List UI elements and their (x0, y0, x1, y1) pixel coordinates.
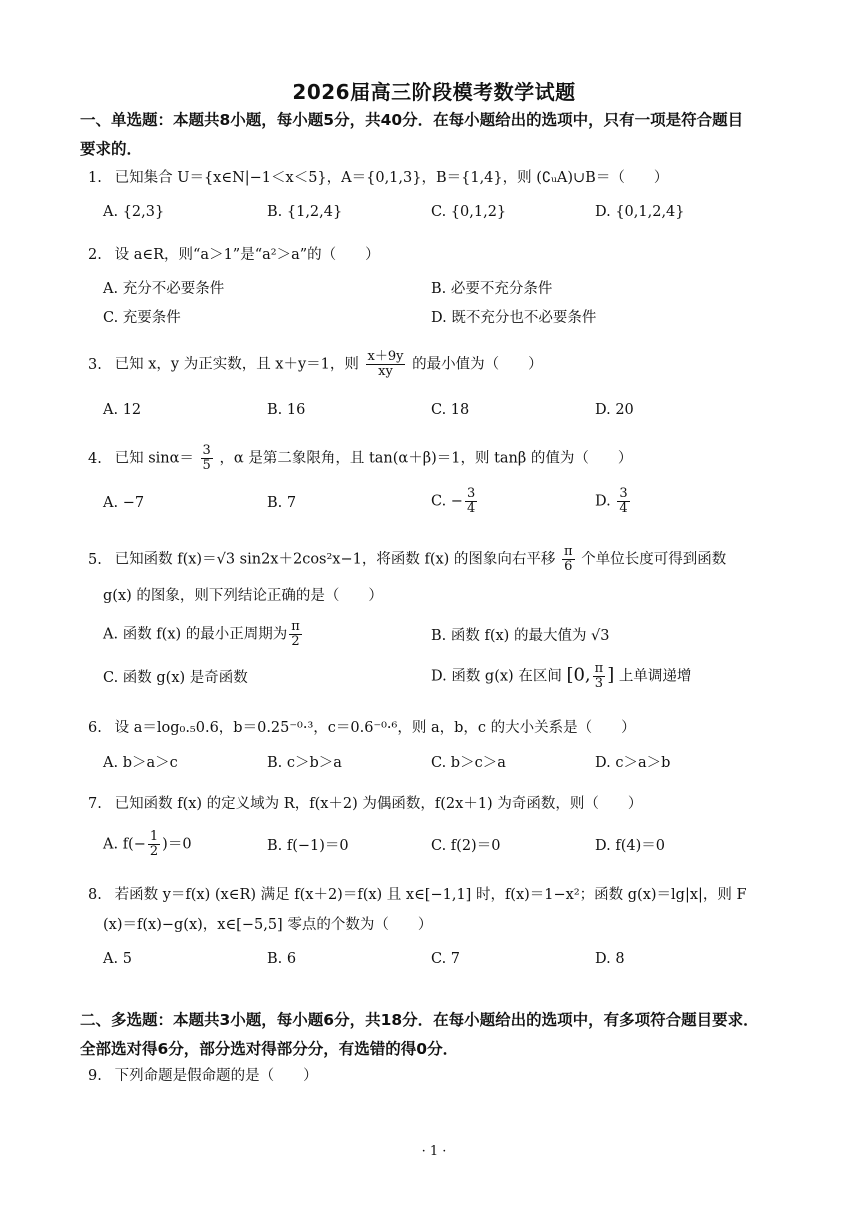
section-line: 一、单选题：本题共8小题，每小题5分，共40分．在每小题给出的选项中，只有一项是符合题目 (80, 111, 744, 129)
numerator: 3 (466, 486, 476, 501)
denominator: 4 (619, 501, 628, 516)
question-stem: 设 a＝log₀.₅0.6，b＝0.25⁻⁰·³，c＝0.6⁻⁰·⁶，则 a，b，c 的大小关系是（ ） (114, 720, 636, 736)
option-a: A. b＞a＞c (103, 755, 178, 771)
option-b: B. 16 (267, 402, 306, 418)
option-c: C. 函数 g(x) 是奇函数 (103, 670, 248, 686)
fraction (562, 545, 575, 574)
option-c: C. {0,1,2} (431, 204, 507, 220)
option-a: A. {2,3} (103, 204, 165, 220)
question-number: 8. (88, 887, 102, 903)
question-stem-tail: ，α 是第二象限角，且 tan(α＋β)＝1，则 tanβ 的值为（ ） (219, 450, 633, 467)
denominator: xy (378, 364, 393, 379)
option-label: A. 函数 f(x) 的最小正周期为 (103, 626, 288, 643)
option-c: C. 充要条件 (103, 310, 181, 326)
question-stem: 若函数 y＝f(x) (x∈R) 满足 f(x＋2)＝f(x) 且 x∈[−1,1] 时，f(x)＝1−x²；函数 g(x)＝lg|x|，则 F (114, 887, 747, 903)
denominator: 5 (202, 458, 211, 473)
numerator: 3 (619, 486, 628, 501)
option-d: D. 20 (595, 402, 634, 418)
question-stem: 已知 x，y 为正实数，且 x＋y＝1，则 (114, 356, 359, 373)
fraction (148, 830, 160, 859)
denominator: 3 (594, 676, 604, 691)
option-d (431, 662, 691, 691)
question-stem: 已知 sinα＝ (114, 450, 194, 467)
question-number: 3. (88, 356, 102, 373)
question-stem: 下列命题是假命题的是（ ） (114, 1068, 318, 1084)
option-a: A. 充分不必要条件 (103, 281, 225, 297)
question-number: 6. (88, 720, 102, 736)
fraction (201, 444, 213, 473)
section-line: 全部选对得6分，部分选对得部分分，有选错的得0分． (80, 1040, 459, 1058)
option-label: D. (595, 493, 616, 510)
option-d: D. 8 (595, 951, 625, 967)
denominator: 6 (564, 559, 573, 574)
numerator: π (564, 544, 573, 559)
option-b: B. {1,2,4} (267, 204, 343, 220)
question-5-line-2: g(x) 的图象，则下列结论正确的是（ ） (103, 588, 383, 604)
option-a: A. 12 (103, 402, 142, 418)
fraction (366, 350, 406, 379)
option-label-tail: )＝0 (162, 836, 192, 853)
option-d: D. f(4)＝0 (595, 838, 665, 854)
numerator: x＋9y (367, 349, 404, 364)
question-number: 5. (88, 551, 102, 568)
denominator: 2 (291, 634, 300, 649)
section-line: 二、多选题：本题共3小题，每小题6分，共18分．在每小题给出的选项中，有多项符合题目要求． (80, 1011, 759, 1029)
exam-title: 2026届高三阶段模考数学试题 (292, 80, 576, 104)
question-stem: 已知集合 U＝{x∈N|−1＜x＜5}，A＝{0,1,3}，B＝{1,4}，则 (∁ᵤA)∪B＝（ ） (114, 170, 669, 186)
numerator: 1 (149, 829, 159, 844)
denominator: 2 (149, 844, 159, 859)
question-stem: 已知函数 f(x)＝√3 sin2x＋2cos²x−1，将函数 f(x) 的图象向右平移 (114, 551, 556, 568)
fraction (465, 487, 477, 516)
question-number: 2. (88, 247, 102, 263)
option-b: B. c＞b＞a (267, 755, 342, 771)
option-c: C. f(2)＝0 (431, 838, 501, 854)
option-c: C. 7 (431, 951, 461, 967)
question-number: 9. (88, 1068, 102, 1084)
question-4 (88, 444, 808, 473)
question-5 (88, 545, 808, 574)
fraction (617, 487, 629, 516)
option-b: B. 6 (267, 951, 297, 967)
question-number: 7. (88, 796, 102, 812)
question-3 (88, 350, 808, 379)
option-a (103, 830, 192, 859)
question-2 (88, 243, 808, 267)
question-8 (88, 883, 808, 907)
question-stem-tail: 的最小值为（ ） (412, 356, 543, 373)
section-multiple-choice-header (80, 1006, 795, 1064)
option-b: B. f(−1)＝0 (267, 838, 349, 854)
question-stem: 已知函数 f(x) 的定义域为 R，f(x＋2) 为偶函数，f(2x＋1) 为奇函数，则（ ） (114, 796, 643, 812)
numerator: π (291, 619, 300, 634)
option-label-tail: 上单调递增 (618, 668, 692, 685)
fraction (593, 662, 606, 691)
option-b: B. 必要不充分条件 (431, 281, 553, 297)
question-1 (88, 166, 808, 190)
interval-open: [0, (566, 664, 591, 686)
option-c: C. 18 (431, 402, 470, 418)
fraction (289, 620, 302, 649)
question-8-line-2: (x)＝f(x)−g(x)，x∈[−5,5] 零点的个数为（ ） (103, 917, 433, 933)
section-line: 要求的． (80, 140, 143, 158)
option-d: D. 既不充分也不必要条件 (431, 310, 597, 326)
page-number: · 1 · (421, 1144, 447, 1159)
option-d (595, 487, 632, 516)
option-b: B. 函数 f(x) 的最大值为 √3 (431, 628, 610, 644)
option-a: A. −7 (103, 495, 145, 511)
numerator: 3 (202, 443, 211, 458)
option-b: B. 7 (267, 495, 297, 511)
question-7 (88, 792, 808, 816)
option-label: D. 函数 g(x) 在区间 (431, 668, 562, 685)
question-stem: 设 a∈R，则“a＞1”是“a²＞a”的（ ） (114, 247, 380, 263)
question-number: 1. (88, 170, 102, 186)
section-single-choice-header (80, 106, 795, 164)
numerator: π (594, 661, 604, 676)
question-stem-tail: 个单位长度可得到函数 (581, 551, 727, 568)
option-d: D. {0,1,2,4} (595, 204, 685, 220)
question-9 (88, 1064, 808, 1088)
option-c: C. b＞c＞a (431, 755, 506, 771)
option-d: D. c＞a＞b (595, 755, 671, 771)
option-label: A. f(− (103, 836, 146, 853)
option-a (103, 620, 304, 649)
denominator: 4 (466, 501, 476, 516)
interval-close: ] (607, 664, 615, 686)
question-6 (88, 716, 808, 740)
option-c (431, 487, 479, 516)
question-number: 4. (88, 450, 102, 467)
option-a: A. 5 (103, 951, 132, 967)
option-label: C. − (431, 493, 463, 510)
